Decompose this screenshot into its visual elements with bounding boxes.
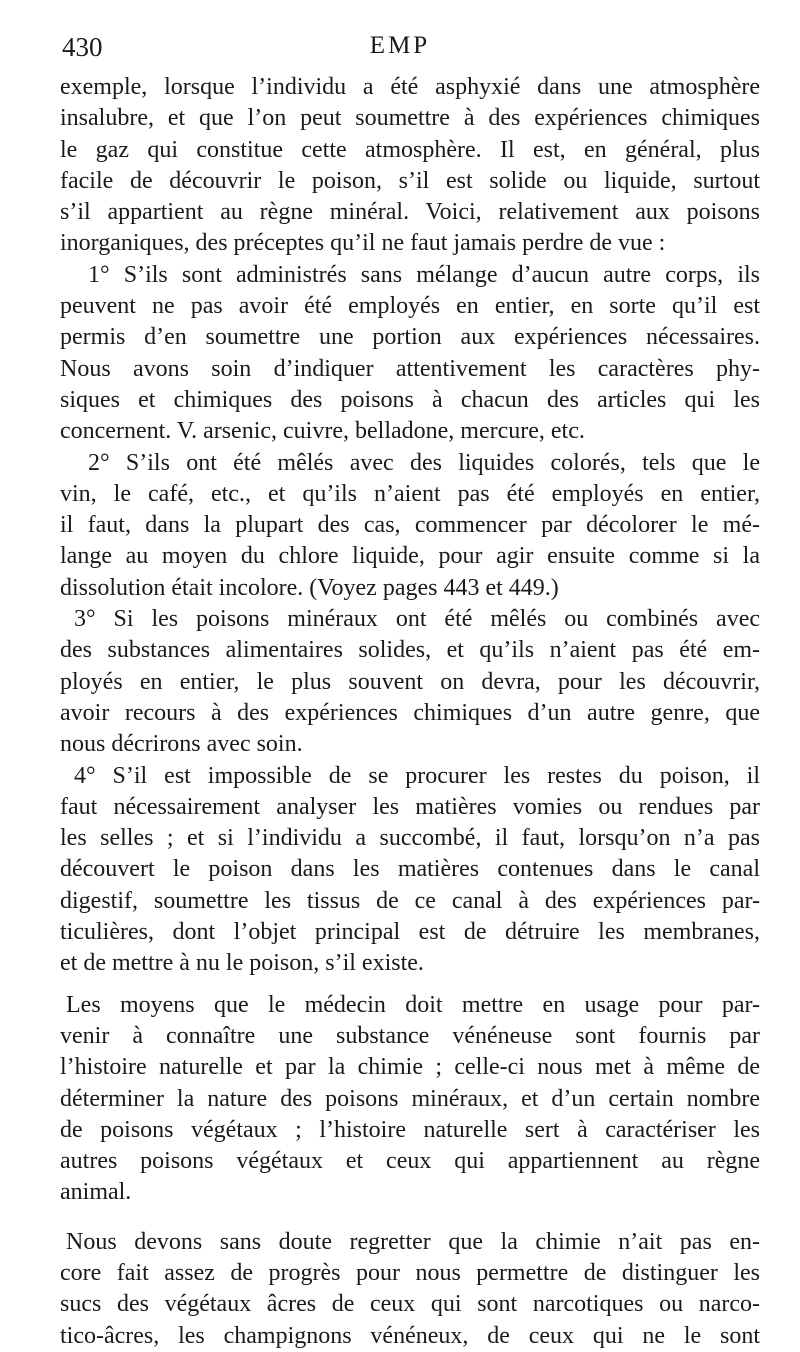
text-line: lange au moyen du chlore liquide, pour agir ensuite comme si la	[60, 543, 760, 570]
text-line: de poisons végétaux ; l’histoire naturelle sert à caractériser les	[60, 1116, 760, 1143]
text-line: s’il appartient au règne minéral. Voici, relativement aux poisons	[60, 199, 760, 226]
paragraph-gap	[60, 1209, 760, 1227]
text-line: le gaz qui constitue cette atmosphère. Il est, en général, plus	[60, 136, 760, 163]
text-line: digestif, soumettre les tissus de ce canal à des expériences par-	[60, 887, 760, 914]
text-line: 3° Si les poisons minéraux ont été mêlés ou combinés avec	[74, 606, 760, 633]
text-line: ticulières, dont l’objet principal est de détruire les membranes,	[60, 919, 760, 946]
text-line: facile de découvrir le poison, s’il est solide ou liquide, surtout	[60, 167, 760, 194]
text-line: l’histoire naturelle et par la chimie ; celle-ci nous met à même de	[60, 1054, 760, 1081]
text-line: core fait assez de progrès pour nous permettre de distinguer les	[60, 1259, 760, 1286]
paragraph-gap	[60, 980, 760, 990]
text-line: 2° S’ils ont été mêlés avec des liquides colorés, tels que le	[88, 449, 760, 476]
page-body	[60, 72, 760, 1352]
text-line: Nous devons sans doute regretter que la chimie n’ait pas en-	[66, 1228, 760, 1255]
page-number: 430	[62, 32, 103, 62]
text-line: Nous avons soin d’indiquer attentivement les caractères phy-	[60, 355, 760, 382]
text-line: nous décrirons avec soin.	[60, 731, 303, 758]
text-line: sucs des végétaux âcres de ceux qui sont narcotiques ou narco-	[60, 1291, 760, 1318]
text-line: 4° S’il est impossible de se procurer les restes du poison, il	[74, 762, 760, 789]
text-line: tico-âcres, les champignons vénéneux, de ceux qui ne le sont	[60, 1322, 760, 1349]
text-line: découvert le poison dans les matières contenues dans le canal	[60, 856, 760, 883]
text-line: autres poisons végétaux et ceux qui appartiennent au règne	[60, 1148, 760, 1175]
text-line: avoir recours à des expériences chimiques d’un autre genre, que	[60, 699, 760, 726]
text-line: Les moyens que le médecin doit mettre en usage pour par-	[66, 991, 760, 1018]
text-line: inorganiques, des préceptes qu’il ne faut jamais perdre de vue :	[60, 230, 666, 257]
running-title: EMP	[369, 32, 431, 59]
text-line: 1° S’ils sont administrés sans mélange d’aucun autre corps, ils	[88, 261, 760, 288]
text-line: et de mettre à nu le poison, s’il existe.	[60, 950, 424, 977]
text-line: siques et chimiques des poisons à chacun des articles qui les	[60, 386, 760, 413]
text-line: peuvent ne pas avoir été employés en entier, en sorte qu’il est	[60, 293, 760, 320]
text-line: faut nécessairement analyser les matières vomies ou rendues par	[60, 793, 760, 820]
text-line: concernent. V. arsenic, cuivre, belladone, mercure, etc.	[60, 418, 585, 445]
text-line: exemple, lorsque l’individu a été asphyxié dans une atmosphère	[60, 74, 760, 100]
text-line: vin, le café, etc., et qu’ils n’aient pas été employés en entier,	[60, 480, 760, 507]
text-line: les selles ; et si l’individu a succombé, il faut, lorsqu’on n’a pas	[60, 825, 760, 852]
text-line: déterminer la nature des poisons minéraux, et d’un certain nombre	[60, 1085, 760, 1112]
text-line: insalubre, et que l’on peut soumettre à des expériences chimiques	[60, 105, 760, 132]
text-line: il faut, dans la plupart des cas, commencer par décolorer le mé-	[60, 512, 760, 539]
text-line: permis d’en soumettre une portion aux expériences nécessaires.	[60, 324, 760, 351]
text-line: ployés en entier, le plus souvent on devra, pour les découvrir,	[60, 668, 760, 695]
page-header	[0, 32, 800, 72]
text-line: des substances alimentaires solides, et qu’ils n’aient pas été em-	[60, 637, 760, 664]
text-line: animal.	[60, 1179, 132, 1206]
text-line: venir à connaître une substance vénéneuse sont fournis par	[60, 1022, 760, 1049]
text-line: dissolution était incolore. (Voyez pages 443 et 449.)	[60, 574, 559, 601]
